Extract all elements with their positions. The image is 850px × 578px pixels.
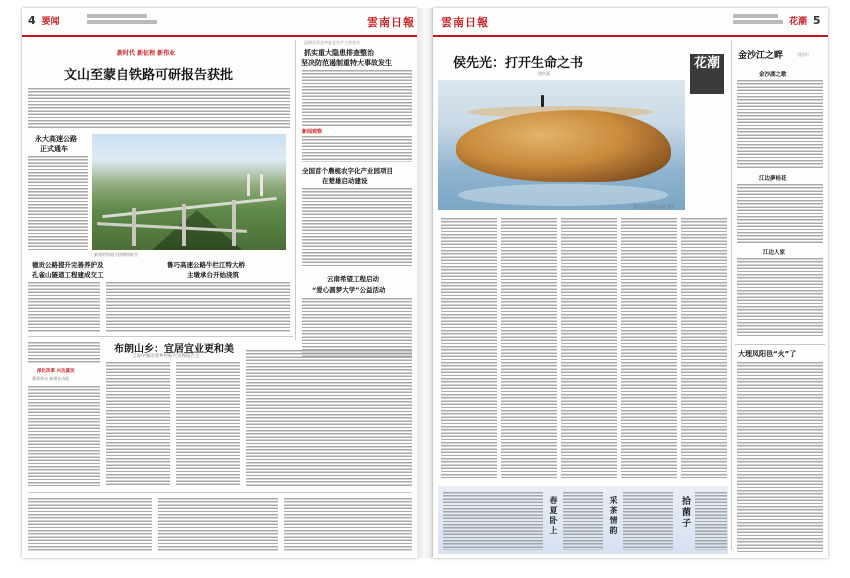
right-top-article-text xyxy=(302,70,412,126)
main-col-2 xyxy=(501,218,557,478)
poem-1-text xyxy=(737,80,823,168)
right-poem-note: （组诗） xyxy=(795,52,811,57)
right-col-divider xyxy=(735,344,825,345)
poem-2-text xyxy=(737,184,823,244)
bridge-headline-2: 主墩承台开始浇筑 xyxy=(187,271,239,279)
bulang-sub-2: 赛事带动 新增长动能 xyxy=(32,376,70,381)
left-masthead: 雲南日報 xyxy=(367,16,415,29)
bottom-article-3 xyxy=(284,498,412,552)
right-section-name: 花潮 xyxy=(789,17,808,27)
news-observe-tag: 新闻观察 xyxy=(302,129,323,135)
dejiang-headline-2: 孔雀山隧道工程建成交工 xyxy=(32,271,104,279)
left-kicker: 新时代 新征程 新伟业 xyxy=(117,50,176,57)
bulang-col-3 xyxy=(176,362,240,486)
bridge-article-text xyxy=(106,282,290,332)
main-col-5 xyxy=(681,218,727,478)
main-col-1 xyxy=(441,218,497,478)
photo-caption: 新建的铁路大桥横跨峡谷 xyxy=(94,252,138,257)
bottom-article-2 xyxy=(158,498,278,552)
band-text-4 xyxy=(695,492,727,550)
right-masthead: 雲南日報 xyxy=(441,16,489,29)
section-divider xyxy=(28,336,293,337)
band-vertical-title-1: 春夏卧上 xyxy=(549,496,559,536)
dejiang-headline-1: 德贡公路提升完善养护及 xyxy=(32,261,104,269)
highway-headline-1: 永大高速公路 xyxy=(35,135,77,143)
industry-article-text xyxy=(302,188,412,268)
band-vertical-title-2: 采茶情韵 xyxy=(609,496,619,536)
bulang-subtitle: 云南中缅边境乡村振兴实践报告之一 xyxy=(132,354,204,359)
right-main-headline: 侯先光：打开生命之书 xyxy=(453,56,584,71)
news-observe-text xyxy=(302,136,412,162)
dejiang-article-text xyxy=(28,282,100,332)
right-header-rule xyxy=(433,35,828,37)
bridge-headline-1: 鲁巧高速公路牛栏江特大桥 xyxy=(167,261,245,269)
charity-headline-1: 云南希望工程启动 xyxy=(327,275,379,283)
left-main-headline: 文山至蒙自铁路可研报告获批 xyxy=(64,68,234,83)
page-gutter xyxy=(417,8,433,558)
poem-3-text xyxy=(737,258,823,336)
bulang-col-4 xyxy=(246,350,412,486)
left-newspaper-page xyxy=(22,8,417,558)
railway-bridge-photo xyxy=(92,134,286,250)
right-top-kicker: 昆明召开全市安全生产工作会议 xyxy=(304,40,360,45)
main-col-4 xyxy=(621,218,677,478)
bottom-article-1 xyxy=(28,498,152,552)
rock-photo-caption: 澄江化石地质公园 供图 xyxy=(633,204,675,209)
band-text-3 xyxy=(623,492,673,550)
left-page-number: 4 xyxy=(28,14,36,27)
right-top-headline-1: 抓实重大隐患排查整治 xyxy=(304,49,374,57)
right-newspaper-page xyxy=(433,8,828,558)
right-bottom-headline: 大理凤阳邑“火”了 xyxy=(738,350,797,358)
left-main-article-text xyxy=(28,88,290,128)
right-column-rule xyxy=(731,40,732,550)
right-top-headline-2: 坚决防范遏制重特大事故发生 xyxy=(301,59,392,67)
bulang-col-2 xyxy=(106,362,170,486)
main-col-3 xyxy=(561,218,617,478)
industry-headline-2: 在楚雄启动建设 xyxy=(322,177,368,185)
poem-sub-3: 江边人家 xyxy=(763,250,786,256)
charity-article-text xyxy=(302,298,412,358)
bulang-col-1 xyxy=(28,386,100,486)
right-poem-title: 金沙江之畔 xyxy=(738,51,784,61)
left-page-header xyxy=(28,14,60,32)
right-bottom-text xyxy=(737,362,823,552)
poem-sub-2: 江边夢桂花 xyxy=(759,176,787,182)
huachao-calligraphy-badge: 花潮 xyxy=(690,54,724,94)
industry-headline-1: 全国首个農梳农字化产业园项目 xyxy=(302,167,393,175)
band-text-2 xyxy=(563,492,603,550)
band-text-1 xyxy=(443,492,543,550)
right-page-header xyxy=(789,14,821,32)
highway-headline-2: 正式通车 xyxy=(40,145,68,153)
highway-article-text xyxy=(28,156,88,252)
bulang-headline: 布朗山乡：宜居宜业更和美 xyxy=(114,344,234,355)
poem-sub-1: 金沙湖之歌 xyxy=(759,72,787,78)
right-main-author: 钱红燕 xyxy=(538,71,550,76)
right-header-meta xyxy=(733,14,783,24)
bulang-intro-text xyxy=(28,342,100,364)
left-column-rule xyxy=(295,40,296,340)
right-page-number: 5 xyxy=(812,14,821,27)
bottom-divider xyxy=(28,492,412,493)
bulang-kicker: 深化改革 兴边富民 xyxy=(37,369,75,374)
band-vertical-title-3: 拾菌子 xyxy=(680,496,690,529)
left-header-rule xyxy=(22,35,417,37)
left-header-meta xyxy=(87,14,167,24)
charity-headline-2: “爱心圆梦大学”公益活动 xyxy=(312,286,386,294)
fossil-rock-photo xyxy=(438,80,685,210)
left-section-name: 要闻 xyxy=(41,17,60,27)
